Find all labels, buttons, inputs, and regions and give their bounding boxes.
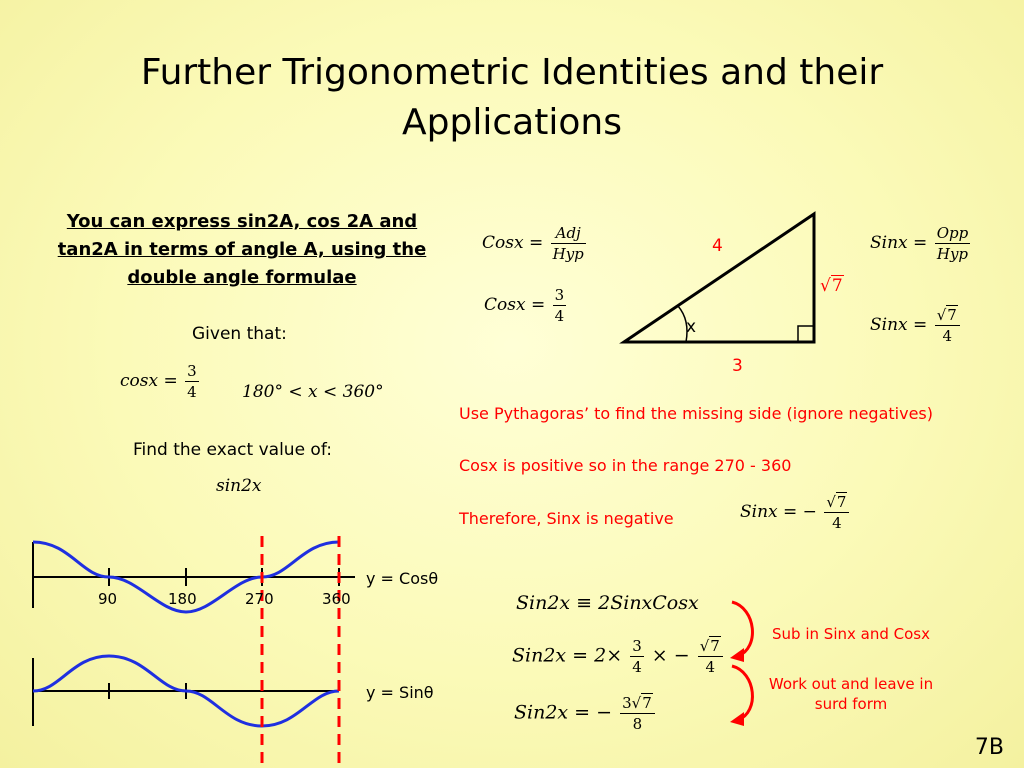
cos-val-den: 4	[554, 307, 565, 325]
sin-def-num: Opp	[936, 224, 969, 242]
tick-360: 360	[322, 590, 351, 608]
page-title	[60, 48, 964, 148]
sub-f2-radicand: 7	[710, 637, 720, 655]
cos-val-num: 3	[554, 286, 565, 304]
sub-fraction-2	[698, 637, 723, 676]
arrow-2-head	[730, 712, 744, 726]
sub-f1-den: 4	[632, 658, 642, 676]
sin-definition	[870, 224, 972, 263]
result-lhs: Sin2x = −	[514, 701, 613, 724]
triangle-angle-label: x	[686, 317, 697, 337]
arrow-2	[732, 666, 752, 720]
triangle-hyp-label: 4	[712, 236, 723, 256]
range-step: Cosx is positive so in the range 270 - 360	[459, 456, 792, 475]
tick-180: 180	[168, 590, 197, 608]
title-line-1: Further Trigonometric Identities and their	[140, 52, 884, 93]
sub-lhs: Sin2x = 2×	[512, 644, 623, 667]
sin-val-den: 4	[942, 327, 953, 345]
surd-note-line-1: Work out and leave in	[768, 675, 934, 693]
triangle-opp-label: √7	[820, 276, 843, 296]
result-coef: 3	[622, 694, 632, 712]
sub-f2-num: √7	[698, 637, 723, 657]
find-label: Find the exact value of:	[133, 440, 332, 460]
title-line-2: Applications	[402, 102, 622, 143]
given-cos-equation	[120, 362, 201, 401]
tick-270: 270	[245, 590, 274, 608]
sin-value	[870, 306, 962, 345]
given-cos-lhs: cosx =	[120, 371, 178, 391]
sin-neg-den: 4	[832, 514, 842, 532]
pythagoras-step: Use Pythagoras’ to find the missing side (ignore negatives)	[459, 404, 933, 423]
sin-def-lhs: Sinx =	[870, 233, 928, 253]
sin-val-num: √7	[935, 306, 960, 326]
surd-note	[756, 674, 946, 714]
cos-definition	[482, 224, 588, 263]
given-cos-den: 4	[187, 383, 197, 401]
identity-line: Sin2x ≡ 2SinxCosx	[516, 592, 699, 614]
right-angle-mark	[798, 326, 814, 342]
slide-tag: 7B	[974, 735, 1004, 760]
given-range: 180° < x < 360°	[242, 382, 384, 402]
substitution-line	[512, 637, 725, 676]
cos-sin-graphs	[0, 530, 460, 768]
cos-def-fraction	[551, 224, 586, 263]
intro-statement: You can express sin2A, cos 2A and tan2A in terms of angle A, using the double angle formulae	[57, 211, 427, 288]
result-radicand: 7	[642, 694, 652, 712]
surd-note-line-2: surd form	[814, 695, 888, 713]
sin-neg-radicand: 7	[836, 493, 847, 511]
result-line	[514, 694, 657, 733]
cos-def-den: Hyp	[552, 245, 584, 263]
sub-fraction-1	[630, 637, 644, 676]
arrow-1	[732, 602, 752, 656]
sub-f2-den: 4	[705, 658, 716, 676]
given-cos-num: 3	[187, 362, 197, 380]
cos-def-lhs: Cosx =	[482, 233, 544, 253]
cos-def-num: Adj	[551, 224, 586, 244]
cos-graph-label: y = Cosθ	[366, 569, 439, 588]
result-den: 8	[632, 715, 643, 733]
sin-graph-label: y = Sinθ	[366, 683, 434, 702]
triangle-sides	[624, 214, 814, 342]
result-fraction	[620, 694, 655, 733]
therefore-step: Therefore, Sinx is negative	[459, 509, 674, 528]
tick-90: 90	[98, 590, 118, 608]
right-triangle	[618, 208, 818, 348]
sub-mid: × −	[651, 644, 690, 667]
given-cos-fraction	[185, 362, 199, 401]
sin-negative-value	[740, 493, 851, 532]
given-label: Given that:	[192, 324, 287, 344]
result-num: 3√7	[620, 694, 655, 714]
sin-neg-lhs: Sinx = −	[740, 502, 817, 522]
sin-val-fraction	[935, 306, 960, 345]
sub-note: Sub in Sinx and Cosx	[772, 625, 930, 643]
sin-val-lhs: Sinx =	[870, 315, 928, 335]
sin-neg-fraction	[824, 493, 849, 532]
triangle-opp-radicand: 7	[831, 276, 843, 296]
sin-val-radicand: 7	[947, 306, 957, 324]
find-target: sin2x	[216, 476, 262, 496]
sin-neg-num: √7	[824, 493, 849, 513]
sin-def-fraction	[935, 224, 971, 263]
cos-val-fraction	[553, 286, 567, 325]
sin-def-den: Hyp	[936, 245, 969, 263]
cos-val-lhs: Cosx =	[484, 295, 546, 315]
triangle-adj-label: 3	[732, 356, 743, 376]
arrow-1-head	[730, 648, 744, 662]
cos-value	[484, 286, 568, 325]
sub-f1-num: 3	[632, 637, 642, 655]
